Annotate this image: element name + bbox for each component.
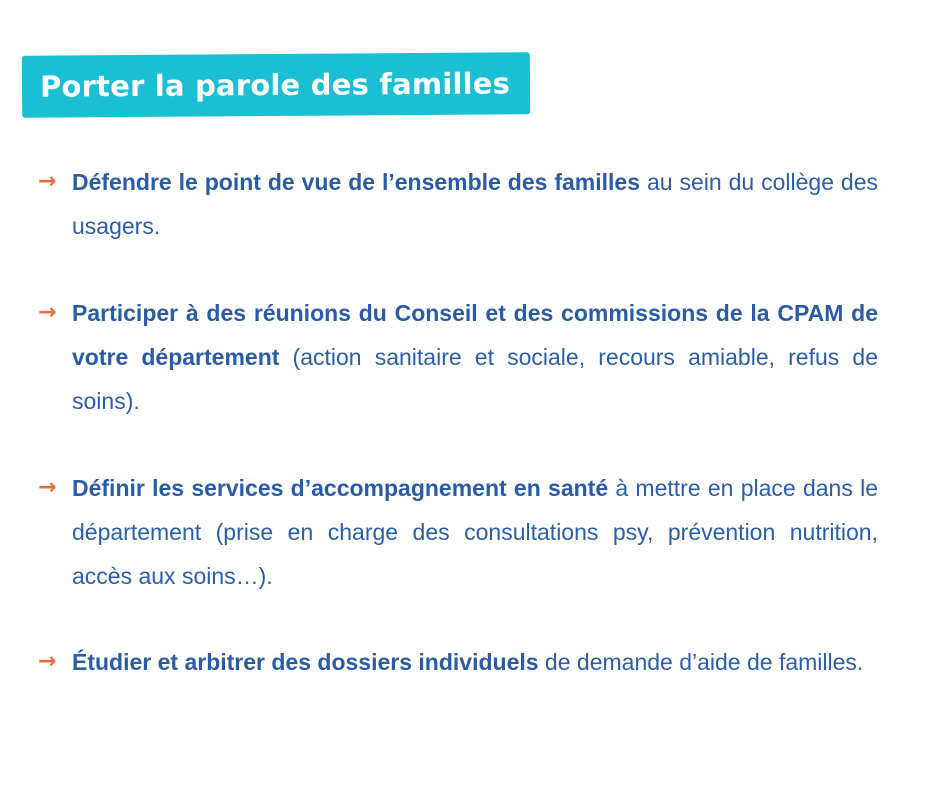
item-bold-text: Participer à des réunions du Conseil et des commissions de la CPAM de votre département [72,300,878,370]
list-item [38,466,878,598]
page-title: Porter la parole des familles [39,66,511,104]
arrow-right-icon: → [38,300,57,325]
item-text: à mettre en place dans le département (prise en charge des consultations psy, prévention nutrition, accès aux soins…). [72,475,878,589]
item-list [38,160,878,727]
list-item [38,291,878,423]
arrow-right-icon: → [38,649,57,674]
item-bold-text: Défendre le point de vue de l’ensemble des familles [72,169,641,195]
item-text: au sein du collège des usagers. [72,169,878,239]
item-bold-text: Étudier et arbitrer des dossiers individuels [72,649,539,675]
item-text: (action sanitaire et sociale, recours amiable, refus de soins). [72,344,878,414]
title-banner [22,52,530,118]
item-bold-text: Définir les services d’accompagnement en santé [72,475,609,501]
arrow-right-icon: → [38,475,57,500]
arrow-right-icon: → [38,169,57,194]
list-item [38,160,878,248]
list-item [38,640,878,684]
item-text: de demande d’aide de familles. [538,649,864,675]
